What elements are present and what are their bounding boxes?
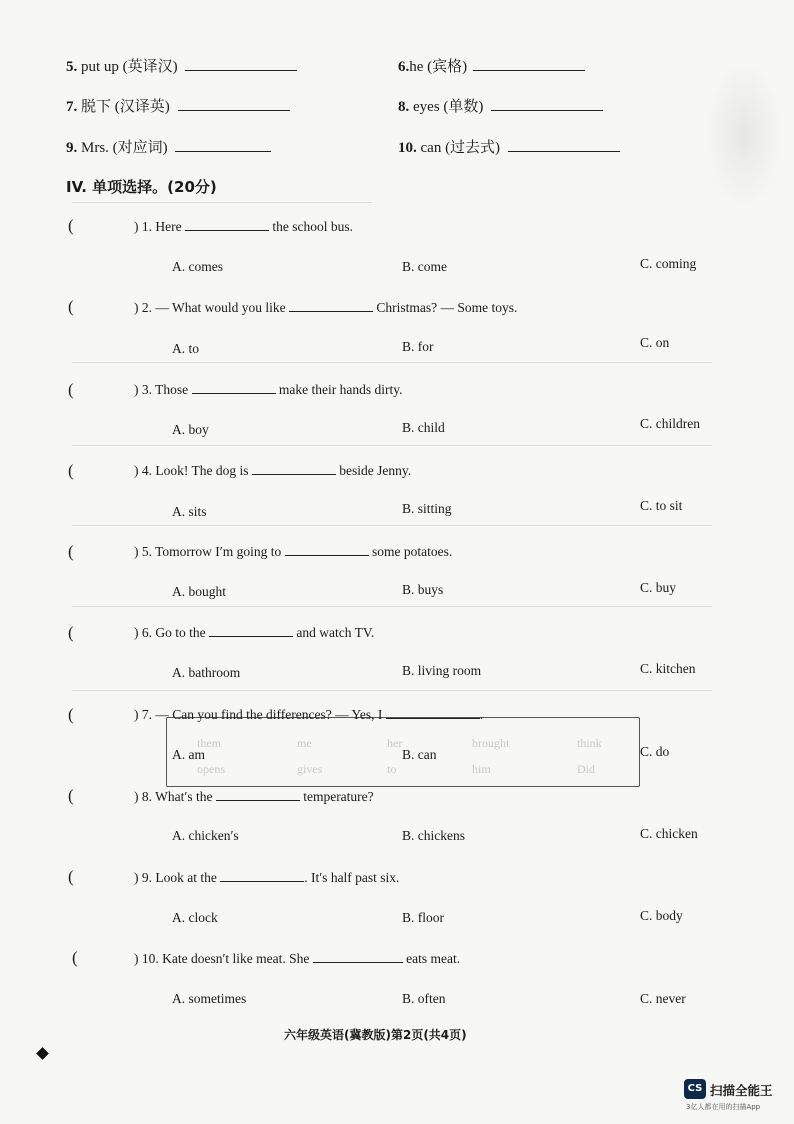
- option-b[interactable]: B. often: [402, 991, 446, 1006]
- question-blank: [209, 624, 293, 637]
- question-blank: [285, 543, 369, 556]
- answer-paren-open[interactable]: (: [72, 948, 78, 967]
- divider: [72, 606, 712, 607]
- item-10: 10. can (过去式): [398, 136, 620, 157]
- option-b[interactable]: B. for: [402, 339, 434, 354]
- item-9: 9. Mrs. (对应词): [66, 136, 271, 157]
- answer-paren-open[interactable]: (: [68, 461, 74, 480]
- question-4: ) 4. Look! The dog is beside Jenny.: [134, 463, 412, 478]
- divider: [72, 362, 712, 363]
- option-c[interactable]: C. coming: [640, 256, 697, 271]
- question-8: ) 8. What′s the temperature?: [134, 789, 374, 804]
- option-b[interactable]: B. buys: [402, 582, 444, 597]
- option-a[interactable]: A. sits: [172, 504, 207, 519]
- option-c[interactable]: C. never: [640, 991, 686, 1006]
- question-7: ) 7. — Can you find the differences? — Yes, I .: [134, 707, 484, 722]
- answer-blank[interactable]: [185, 56, 297, 71]
- option-c[interactable]: C. body: [640, 908, 683, 923]
- option-a[interactable]: A. comes: [172, 259, 223, 274]
- option-a[interactable]: A. bought: [172, 584, 226, 599]
- answer-paren-open[interactable]: (: [68, 867, 74, 886]
- item-6: 6.he (宾格): [398, 55, 585, 76]
- answer-blank[interactable]: [473, 56, 585, 71]
- question-6: ) 6. Go to the and watch TV.: [134, 625, 375, 640]
- option-b[interactable]: B. come: [402, 259, 447, 274]
- option-c[interactable]: C. kitchen: [640, 661, 696, 676]
- answer-paren-open[interactable]: (: [68, 297, 74, 316]
- question-blank: [185, 218, 269, 231]
- option-b[interactable]: B. sitting: [402, 501, 452, 516]
- option-b[interactable]: B. living room: [402, 663, 482, 678]
- answer-paren-open[interactable]: (: [68, 380, 74, 399]
- answer-blank[interactable]: [491, 96, 603, 111]
- divider: [72, 202, 372, 203]
- scanner-app-name: 扫描全能王: [710, 1083, 773, 1098]
- question-1: ) 1. Here the school bus.: [134, 219, 353, 234]
- question-blank: [192, 381, 276, 394]
- option-a[interactable]: A. am: [172, 747, 205, 762]
- option-c[interactable]: C. buy: [640, 580, 677, 595]
- question-blank: [289, 299, 373, 312]
- section-title: IV. 单项选择。(20分): [66, 178, 217, 196]
- diamond-bullet-icon: [36, 1047, 49, 1060]
- answer-blank[interactable]: [175, 137, 271, 152]
- answer-blank[interactable]: [508, 137, 620, 152]
- bleed-through-word-box: them me her brought think opens gives to him Did: [166, 717, 640, 787]
- question-blank: [220, 869, 304, 882]
- question-blank: [386, 706, 480, 719]
- option-b[interactable]: B. child: [402, 420, 445, 435]
- question-blank: [216, 788, 300, 801]
- option-a[interactable]: A. boy: [172, 422, 209, 437]
- answer-blank[interactable]: [178, 96, 290, 111]
- option-a[interactable]: A. clock: [172, 910, 218, 925]
- item-7: 7. 脱下 (汉译英): [66, 95, 290, 116]
- question-2: ) 2. — What would you like Christmas? — Some toys.: [134, 300, 518, 315]
- question-9: ) 9. Look at the . It′s half past six.: [134, 870, 400, 885]
- option-c[interactable]: C. to sit: [640, 498, 683, 513]
- answer-paren-open[interactable]: (: [68, 542, 74, 561]
- option-b[interactable]: B. can: [402, 747, 437, 762]
- option-a[interactable]: A. chicken′s: [172, 828, 239, 843]
- item-8: 8. eyes (单数): [398, 95, 603, 116]
- option-a[interactable]: A. to: [172, 341, 199, 356]
- question-10: ) 10. Kate doesn′t like meat. She eats meat.: [134, 951, 461, 966]
- option-a[interactable]: A. bathroom: [172, 665, 241, 680]
- page-footer: 六年级英语(冀教版)第2页(共4页): [284, 1028, 467, 1042]
- item-5: 5. put up (英译汉): [66, 55, 297, 76]
- answer-paren-open[interactable]: (: [68, 786, 74, 805]
- divider: [72, 525, 712, 526]
- camscanner-logo-icon: CS: [684, 1079, 706, 1099]
- option-a[interactable]: A. sometimes: [172, 991, 247, 1006]
- option-c[interactable]: C. on: [640, 335, 670, 350]
- option-b[interactable]: B. floor: [402, 910, 444, 925]
- scan-shadow: [704, 60, 784, 210]
- option-c[interactable]: C. chicken: [640, 826, 698, 841]
- question-blank: [313, 950, 403, 963]
- answer-paren-open[interactable]: (: [68, 623, 74, 642]
- divider: [72, 445, 712, 446]
- divider: [72, 690, 712, 691]
- option-b[interactable]: B. chickens: [402, 828, 465, 843]
- question-3: ) 3. Those make their hands dirty.: [134, 382, 403, 397]
- option-c[interactable]: C. do: [640, 744, 670, 759]
- question-blank: [252, 462, 336, 475]
- option-c[interactable]: C. children: [640, 416, 700, 431]
- question-5: ) 5. Tomorrow I′m going to some potatoes.: [134, 544, 453, 559]
- scanner-tagline: 3亿人都在用的扫描App: [686, 1103, 761, 1111]
- answer-paren-open[interactable]: (: [68, 705, 74, 724]
- answer-paren-open[interactable]: (: [68, 216, 74, 235]
